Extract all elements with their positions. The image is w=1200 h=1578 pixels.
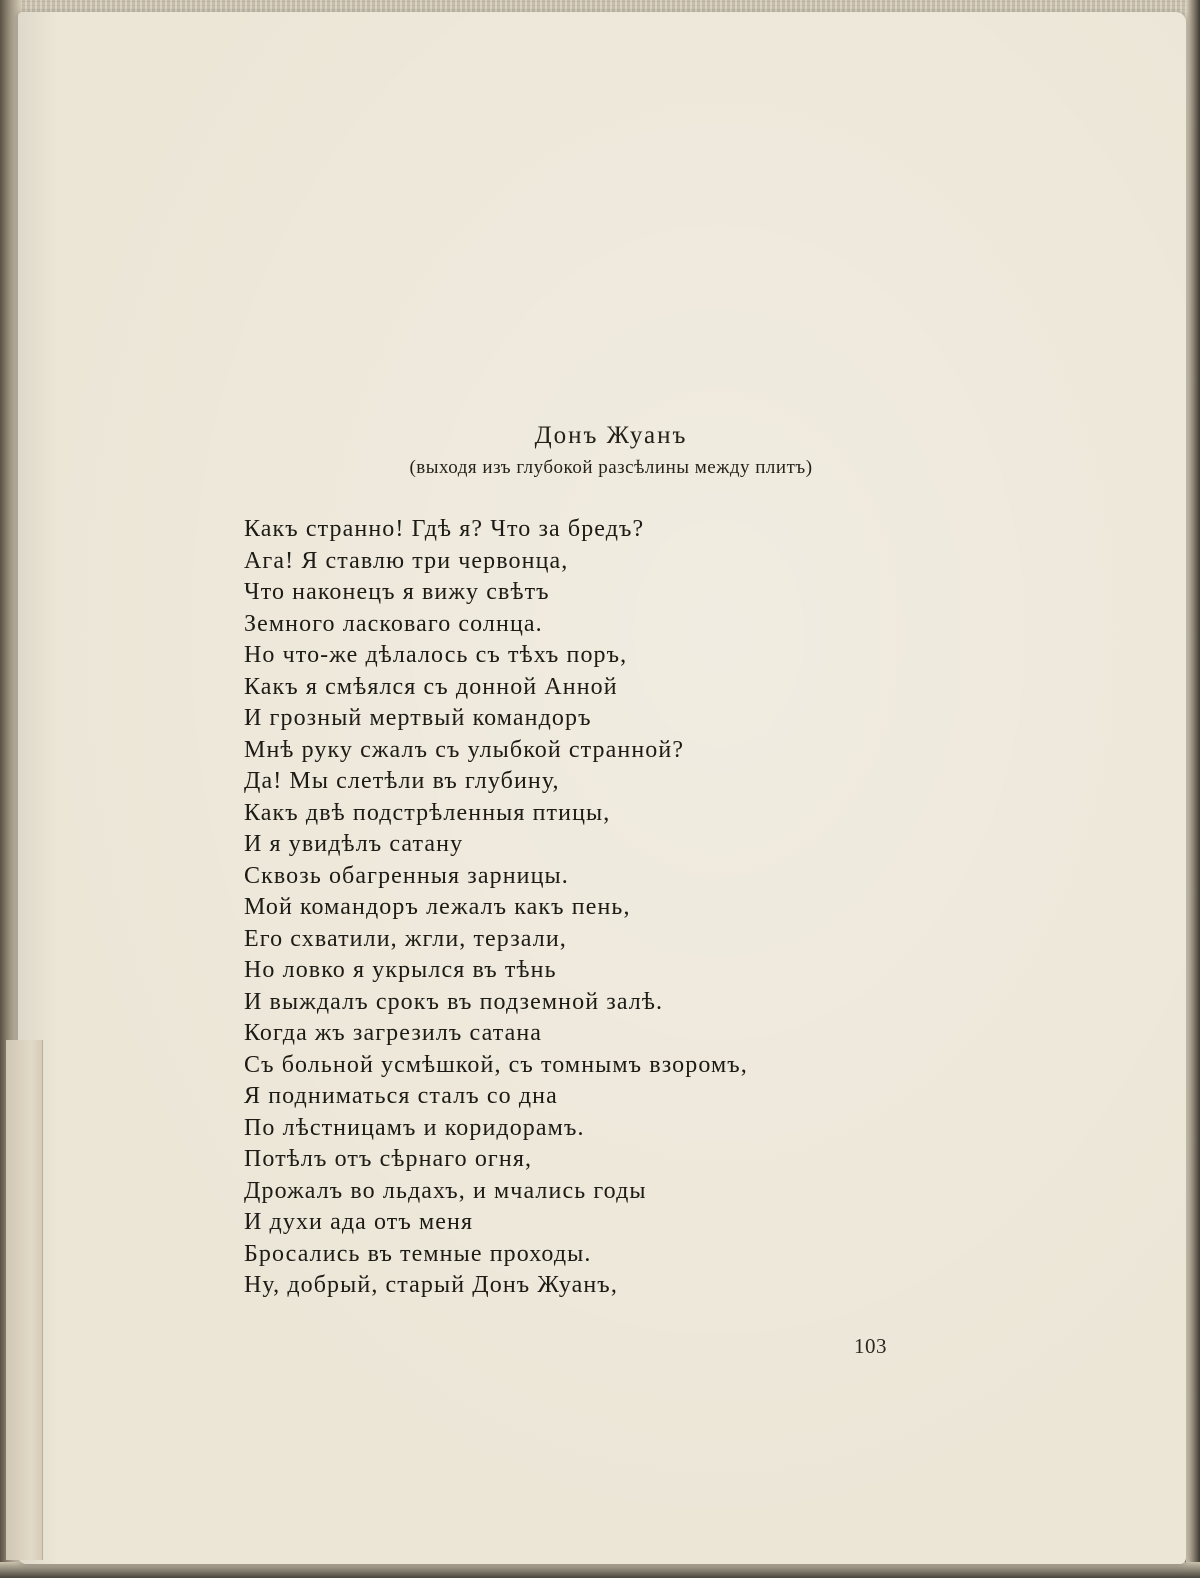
verse-line: Но ловко я укрылся въ тѣнь (244, 957, 557, 983)
stage-direction: (выходя изъ глубокой разсѣлины между плитъ) (409, 457, 813, 478)
verse-line: Какъ двѣ подстрѣленныя птицы, (244, 799, 611, 826)
verse-line: Сквозь обагренныя зарницы. (244, 862, 569, 889)
verse-line: Мой командоръ лежалъ какъ пень, (244, 894, 631, 920)
verse-line: Какъ я смѣялся съ донной Анной (244, 673, 618, 700)
verse-line: Ага! Я ставлю три червонца, (244, 547, 569, 574)
verse-line: Ну, добрый, старый Донъ Жуанъ, (244, 1272, 618, 1298)
verse-line: Но что-же дѣлалось съ тѣхъ поръ, (244, 642, 628, 668)
verse-line: И духи ада отъ меня (244, 1209, 474, 1235)
verse-line: Мнѣ руку сжалъ съ улыбкой странной? (244, 736, 685, 763)
poem-verse (244, 514, 748, 1302)
inner-page-flap (6, 1040, 43, 1560)
verse-line: И грозный мертвый командоръ (244, 705, 592, 731)
verse-line: Съ больной усмѣшкой, съ томнымъ взоромъ, (244, 1051, 748, 1078)
page-number: 103 (854, 1334, 887, 1358)
verse-line: Когда жъ загрезилъ сатана (244, 1020, 543, 1046)
verse-line: Я подниматься сталъ со дна (244, 1083, 558, 1109)
bottom-page-edge (0, 1562, 1200, 1578)
verse-line: Земного ласковаго солнца. (244, 610, 543, 637)
verse-line: Да! Мы слетѣли въ глубину, (244, 768, 560, 794)
book-page (18, 12, 1186, 1564)
verse-line: И я увидѣлъ сатану (244, 831, 464, 857)
verse-line: Что наконецъ я вижу свѣтъ (244, 579, 550, 605)
verse-line: Потѣлъ отъ сѣрнаго огня, (244, 1146, 533, 1172)
speaker-heading: Донъ Жуанъ (534, 422, 688, 449)
verse-line: Дрожалъ во льдахъ, и мчались годы (244, 1177, 647, 1204)
verse-line: По лѣстницамъ и коридорамъ. (244, 1114, 585, 1141)
verse-line: Какъ странно! Гдѣ я? Что за бредъ? (244, 516, 645, 542)
verse-line: И выждалъ срокъ въ подземной залѣ. (244, 988, 664, 1015)
verse-line: Бросались въ темные проходы. (244, 1240, 592, 1267)
verse-line: Его схватили, жгли, терзали, (244, 925, 567, 952)
right-page-edge (1186, 0, 1200, 1578)
